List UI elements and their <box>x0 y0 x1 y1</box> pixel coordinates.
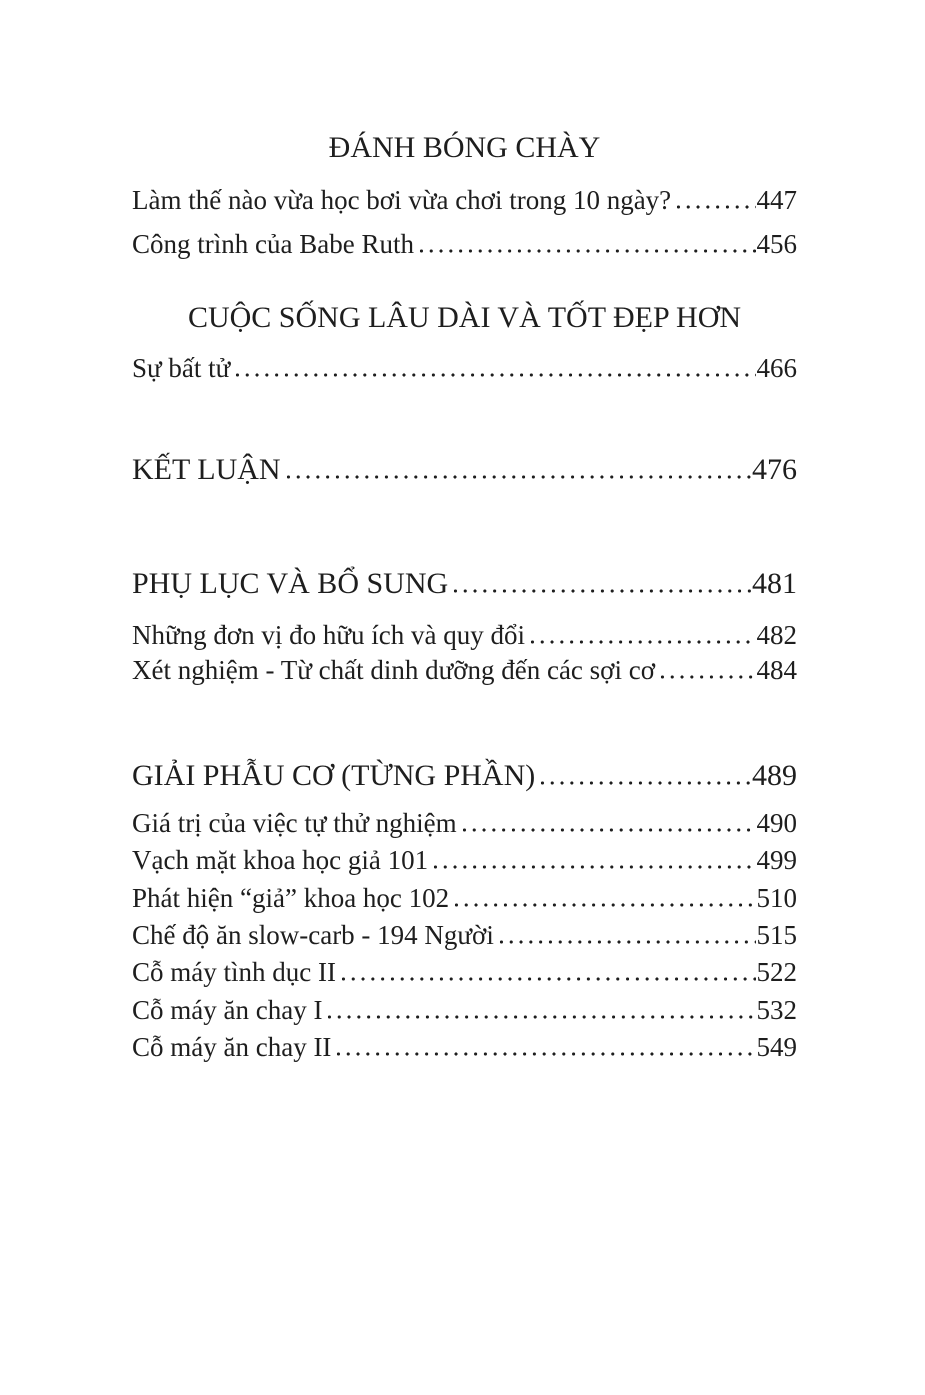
dot-leader <box>540 781 751 785</box>
toc-entry-title: Vạch mặt khoa học giả 101 <box>132 845 429 875</box>
toc-entry-page: 466 <box>756 353 797 383</box>
dot-leader <box>433 865 755 869</box>
toc-entry <box>132 350 797 386</box>
toc-entry <box>132 880 797 916</box>
dot-leader <box>454 903 755 907</box>
toc-entry-title: Sự bất tử <box>132 353 231 383</box>
toc-entry-page: 510 <box>756 883 797 913</box>
toc-entry-title: Phát hiện “giả” khoa học 102 <box>132 883 450 913</box>
heading-cuoc-song-lau-dai: CUỘC SỐNG LÂU DÀI VÀ TỐT ĐẸP HƠN <box>187 301 742 334</box>
toc-entry-title: Cỗ máy ăn chay II <box>132 1032 332 1062</box>
heading-ket-luan <box>132 452 797 488</box>
toc-heading-title: KẾT LUẬN <box>132 453 281 486</box>
toc-entry-title: Chế độ ăn slow-carb - 194 Người <box>132 920 494 950</box>
toc-entry-title: Cỗ máy ăn chay I <box>132 995 323 1025</box>
toc-heading-page: 476 <box>752 453 797 486</box>
toc-entry-title: Công trình của Babe Ruth <box>132 229 414 259</box>
dot-leader <box>660 675 756 679</box>
toc-entry-page: 515 <box>756 920 797 950</box>
toc-entry-page: 490 <box>756 808 797 838</box>
toc-heading-title: GIẢI PHẪU CƠ (TỪNG PHẦN) <box>132 759 536 792</box>
toc-entry-page: 447 <box>756 185 797 215</box>
toc-entry <box>132 842 797 878</box>
toc-entry-page: 482 <box>756 620 797 650</box>
dot-leader <box>341 977 756 981</box>
dot-leader <box>336 1052 755 1056</box>
dot-leader <box>530 640 755 644</box>
toc-entry <box>132 992 797 1028</box>
toc-entry <box>132 805 797 841</box>
toc-entry-page: 456 <box>756 229 797 259</box>
heading-giai-phau-co <box>132 758 797 794</box>
toc-entry-page: 499 <box>756 845 797 875</box>
dot-leader <box>286 475 751 479</box>
toc-entry <box>132 182 797 218</box>
dot-leader <box>419 249 756 253</box>
table-of-contents <box>132 0 797 1395</box>
toc-entry-title: Xét nghiệm - Từ chất dinh dưỡng đến các sợi cơ <box>132 655 655 685</box>
toc-entry-title: Cỗ máy tình dục II <box>132 957 336 987</box>
toc-entry <box>132 954 797 990</box>
dot-leader <box>327 1015 755 1019</box>
toc-heading-title: PHỤ LỤC VÀ BỔ SUNG <box>132 567 449 600</box>
dot-leader <box>676 205 755 209</box>
toc-entry-page: 532 <box>756 995 797 1025</box>
toc-entry-page: 522 <box>756 957 797 987</box>
toc-entry-page: 484 <box>756 655 797 685</box>
dot-leader <box>453 589 751 593</box>
toc-entry-title: Những đơn vị đo hữu ích và quy đổi <box>132 620 526 650</box>
toc-entry <box>132 1029 797 1065</box>
dot-leader <box>462 828 756 832</box>
dot-leader <box>235 373 755 377</box>
toc-entry-page: 549 <box>756 1032 797 1062</box>
toc-entry <box>132 652 797 688</box>
toc-heading-page: 481 <box>752 567 797 600</box>
heading-danh-bong-chay: ĐÁNH BÓNG CHÀY <box>328 131 601 164</box>
toc-entry <box>132 617 797 653</box>
toc-entry-title: Làm thế nào vừa học bơi vừa chơi trong 10 ngày? <box>132 185 672 215</box>
toc-entry <box>132 917 797 953</box>
toc-heading-page: 489 <box>752 759 797 792</box>
heading-phu-luc-va-bo-sung <box>132 566 797 602</box>
toc-entry-title: Giá trị của việc tự thử nghiệm <box>132 808 457 838</box>
dot-leader <box>499 940 756 944</box>
toc-entry <box>132 226 797 262</box>
